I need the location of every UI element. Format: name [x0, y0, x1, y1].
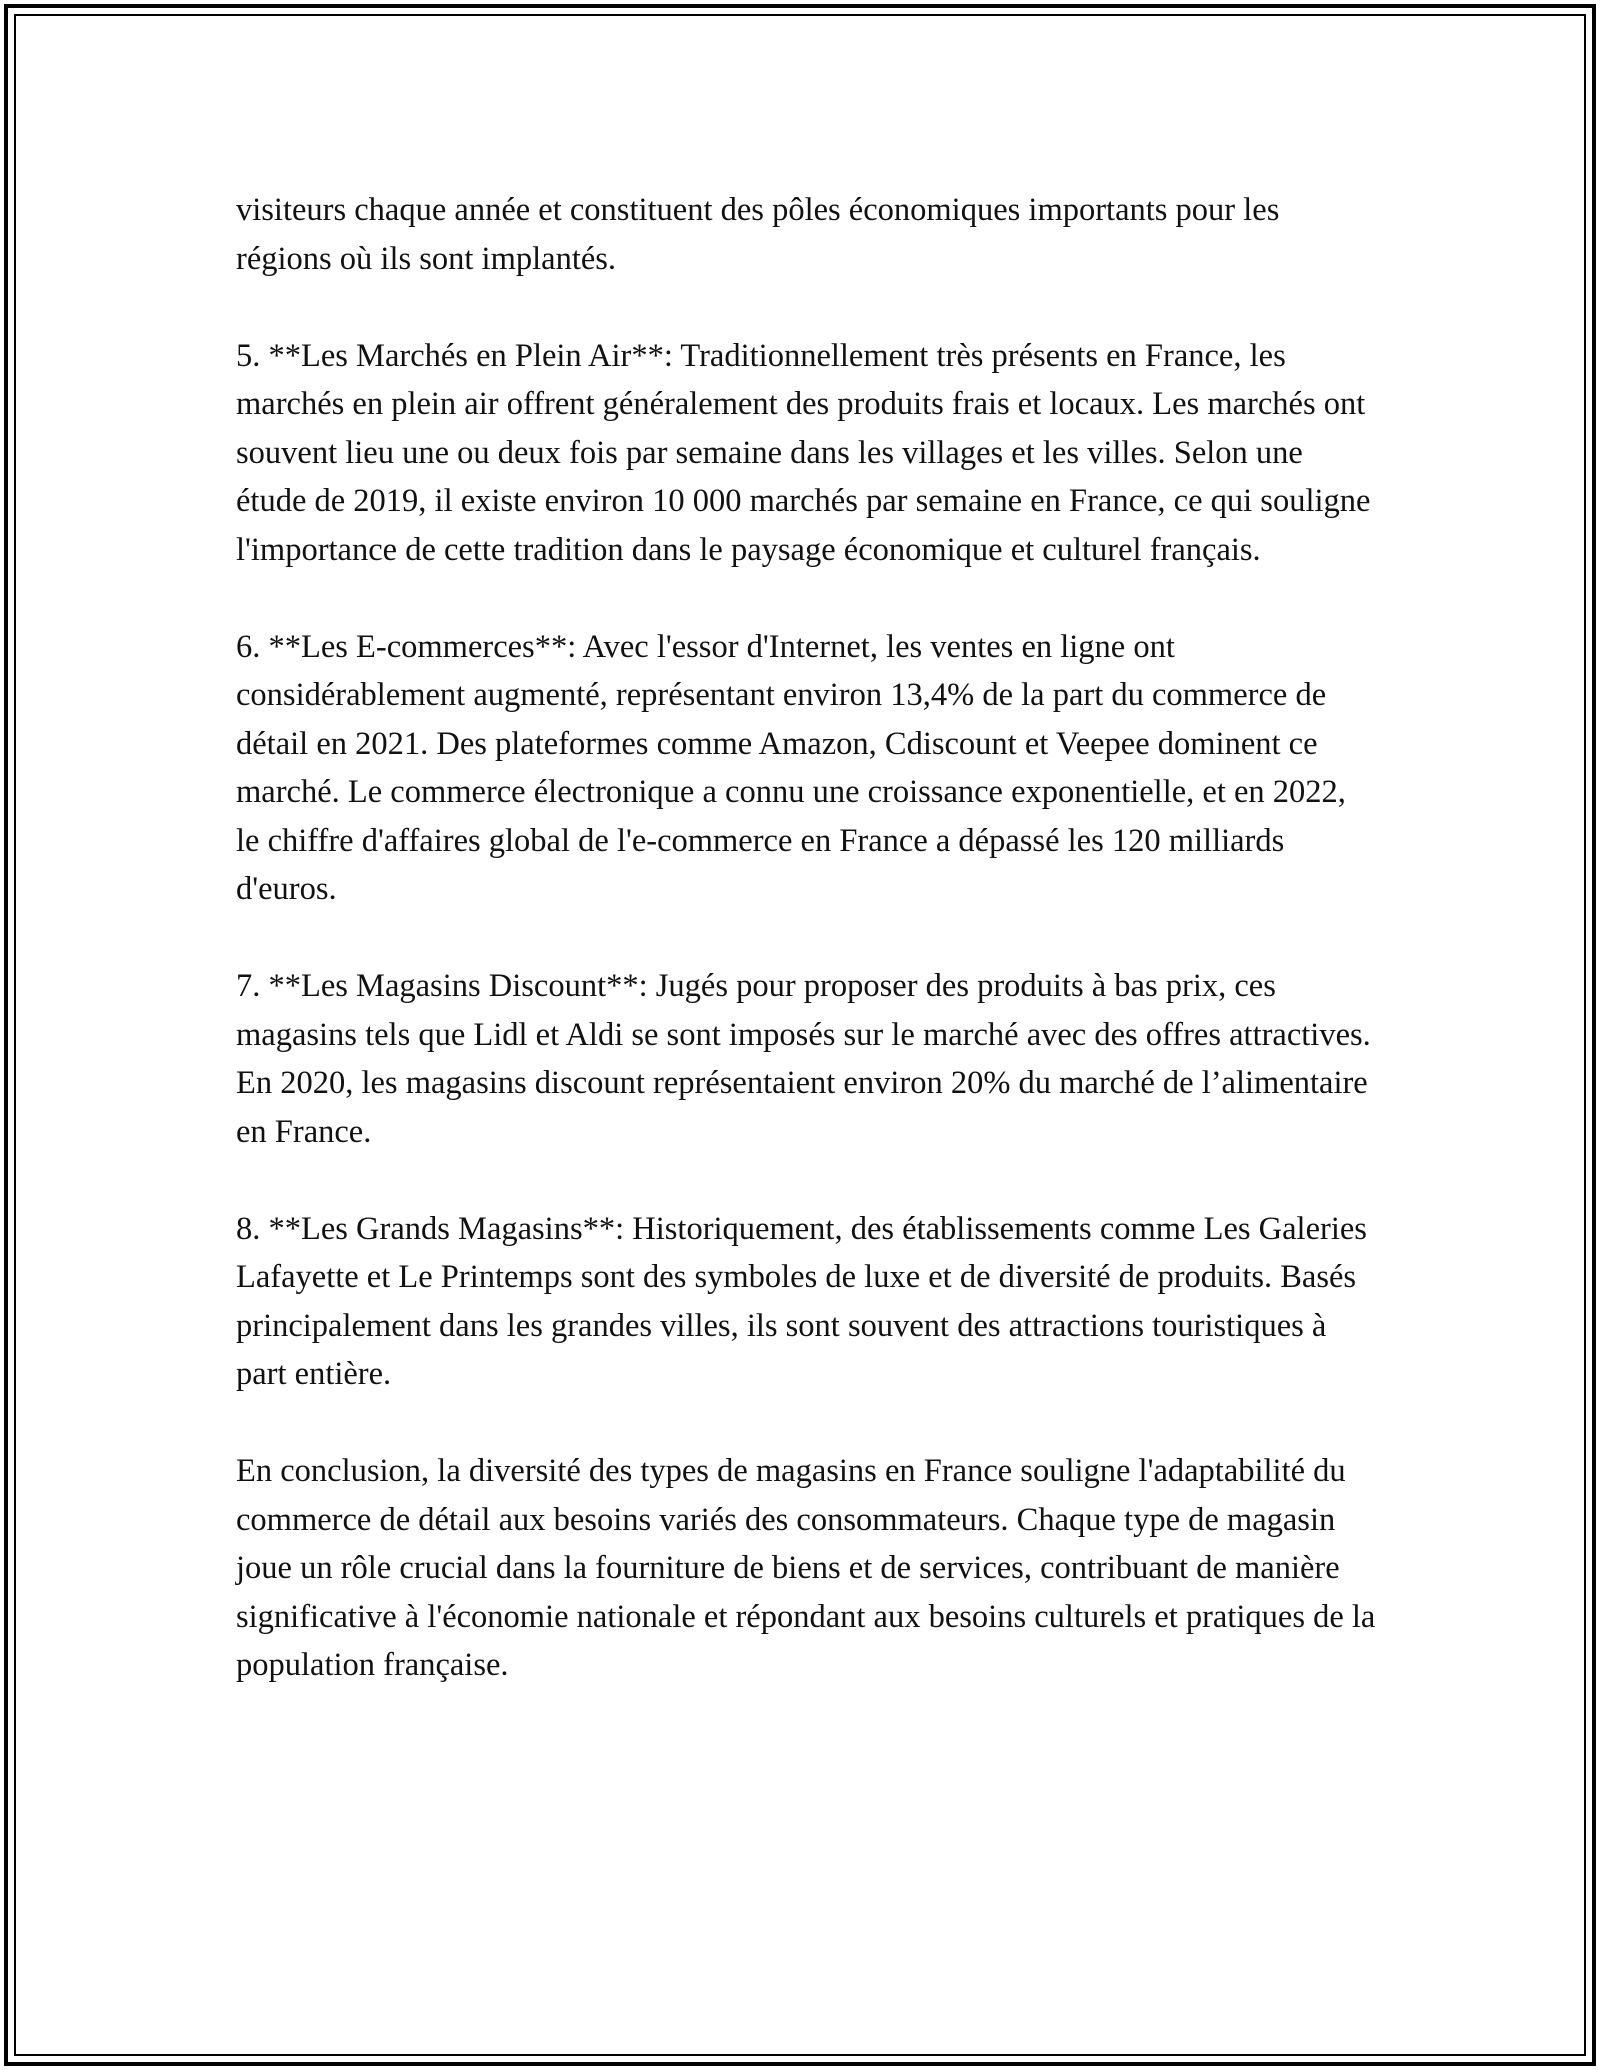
- paragraph-intro-continuation: visiteurs chaque année et constituent des pôles économiques importants pour les régions où ils sont implantés.: [236, 192, 1280, 277]
- document-body: [236, 186, 1376, 1738]
- paragraph-e-commerces: 6. **Les E-commerces**: Avec l'essor d'Internet, les ventes en ligne ont considérablement augmenté, représentant environ 13,4% de la part du commerce de détail en 2021. Des plateformes comme Amazon, Cdiscount et Veepee dominent ce marché. Le commerce électronique a connu une croissance exponentielle, et en 2022, le chiffre d'affaires global de l'e-commerce en France a dépassé les 120 milliards d'euros.: [236, 628, 1346, 907]
- paragraph-magasins-discount: 7. **Les Magasins Discount**: Jugés pour proposer des produits à bas prix, ces magasins tels que Lidl et Aldi se sont imposés sur le marché avec des offres attractives. En 2020, les magasins discount représentaient environ 20% du marché de l’alimentaire en France.: [236, 968, 1371, 1150]
- paragraph-marches-plein-air: 5. **Les Marchés en Plein Air**: Traditionnellement très présents en France, les marchés en plein air offrent généralement des produits frais et locaux. Les marchés ont souvent lieu une ou deux fois par semaine dans les villages et les villes. Selon une étude de 2019, il existe environ 10 000 marchés par semaine en France, ce qui souligne l'importance de cette tradition dans le paysage économique et culturel français.: [236, 337, 1371, 568]
- paragraph-grands-magasins: 8. **Les Grands Magasins**: Historiquement, des établissements comme Les Galeries Lafayette et Le Printemps sont des symboles de luxe et de diversité de produits. Basés principalement dans les grandes villes, ils sont souvent des attractions touristiques à part entière.: [236, 1210, 1367, 1392]
- paragraph-conclusion: En conclusion, la diversité des types de magasins en France souligne l'adaptabilité du commerce de détail aux besoins variés des consommateurs. Chaque type de magasin joue un rôle crucial dans la fourniture de biens et de services, contribuant de manière significative à l'économie nationale et répondant aux besoins culturels et pratiques de la population française.: [236, 1453, 1376, 1683]
